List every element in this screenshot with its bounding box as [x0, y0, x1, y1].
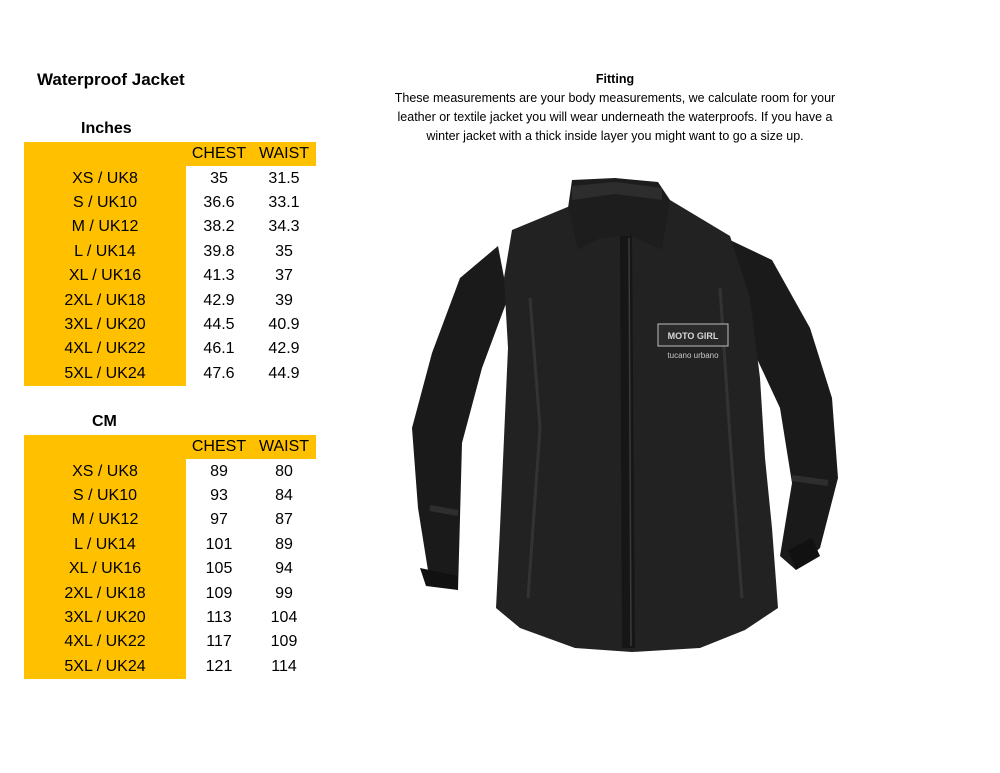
waist-cell: 34.3 — [268, 218, 300, 236]
chest-cell: 44.5 — [203, 315, 235, 333]
chest-cell: 41.3 — [203, 267, 235, 285]
table-row — [24, 484, 316, 508]
table-row — [24, 337, 316, 361]
waist-header: WAIST — [252, 142, 316, 166]
logo-line1: MOTO GIRL — [667, 331, 719, 341]
chest-cell: 113 — [206, 608, 232, 626]
chest-cell: 38.2 — [203, 218, 235, 236]
size-cell: S / UK10 — [24, 484, 186, 508]
cm-table-body — [24, 459, 316, 679]
chest-cell: 121 — [205, 657, 233, 675]
waist-cell: 84 — [275, 486, 293, 504]
table-row — [24, 240, 316, 264]
jacket-image — [400, 178, 850, 658]
table-row — [24, 581, 316, 605]
page-title: Waterproof Jacket — [37, 70, 185, 89]
inches-table-body — [24, 166, 316, 386]
waist-cell: 114 — [271, 657, 297, 675]
chest-cell: 89 — [210, 462, 228, 480]
chest-cell: 36.6 — [203, 193, 235, 211]
size-cell: 5XL / UK24 — [24, 655, 186, 679]
size-cell: 2XL / UK18 — [24, 288, 186, 312]
waist-cell: 44.9 — [268, 364, 300, 382]
waist-cell: 42.9 — [268, 340, 300, 358]
size-header-cell — [24, 435, 186, 459]
inches-size-table — [24, 142, 316, 386]
size-cell: M / UK12 — [24, 215, 186, 239]
table-row — [24, 606, 316, 630]
size-cell: XL / UK16 — [24, 557, 186, 581]
jacket-left-sleeve — [412, 246, 508, 590]
table-row — [24, 459, 316, 483]
fitting-text: These measurements are your body measurements, we calculate room for your leather or textile jacket you will wear underneath the waterproofs. If you have a winter jacket with a thick inside layer you might want to go a size up. — [394, 91, 836, 143]
chest-cell: 97 — [210, 511, 228, 529]
chest-cell: 46.1 — [203, 340, 235, 358]
chest-header: CHEST — [186, 435, 252, 459]
table-row — [24, 630, 316, 654]
size-cell: 5XL / UK24 — [24, 362, 186, 386]
chest-cell: 101 — [205, 535, 233, 553]
fitting-heading: Fitting — [595, 72, 635, 86]
waist-cell: 94 — [275, 560, 293, 578]
cm-size-table — [24, 435, 316, 679]
moto-girl-logo — [658, 324, 728, 360]
size-cell: L / UK14 — [24, 240, 186, 264]
chest-header: CHEST — [186, 142, 252, 166]
chest-cell: 105 — [205, 560, 233, 578]
table-row — [24, 533, 316, 557]
table-row — [24, 264, 316, 288]
size-cell: 3XL / UK20 — [24, 606, 186, 630]
waist-cell: 104 — [270, 608, 298, 626]
waist-header: WAIST — [252, 435, 316, 459]
waist-cell: 31.5 — [268, 169, 300, 187]
waist-cell: 39 — [275, 291, 293, 309]
size-cell: 4XL / UK22 — [24, 337, 186, 361]
waist-cell: 35 — [275, 242, 293, 260]
size-cell: 2XL / UK18 — [24, 581, 186, 605]
inches-table-title: Inches — [81, 120, 132, 137]
size-header-cell — [24, 142, 186, 166]
waist-cell: 37 — [275, 267, 293, 285]
size-cell: 3XL / UK20 — [24, 313, 186, 337]
chest-cell: 93 — [210, 486, 228, 504]
table-header-row — [24, 435, 316, 459]
chest-cell: 117 — [206, 633, 232, 651]
table-row — [24, 362, 316, 386]
table-row — [24, 215, 316, 239]
chest-cell: 109 — [205, 584, 233, 602]
waist-cell: 33.1 — [268, 193, 300, 211]
waist-cell: 80 — [275, 462, 293, 480]
table-row — [24, 313, 316, 337]
fitting-note — [380, 70, 850, 146]
size-cell: XS / UK8 — [24, 166, 186, 190]
waist-cell: 89 — [275, 535, 293, 553]
table-row — [24, 655, 316, 679]
size-cell: 4XL / UK22 — [24, 630, 186, 654]
size-cell: M / UK12 — [24, 508, 186, 532]
chest-cell: 42.9 — [203, 291, 235, 309]
logo-line2: tucano urbano — [667, 351, 719, 360]
table-header-row — [24, 142, 316, 166]
waist-cell: 40.9 — [268, 315, 300, 333]
table-row — [24, 166, 316, 190]
waist-cell: 109 — [270, 633, 298, 651]
chest-cell: 39.8 — [203, 242, 235, 260]
waist-cell: 87 — [275, 511, 293, 529]
size-cell: S / UK10 — [24, 191, 186, 215]
chest-cell: 35 — [210, 169, 228, 187]
size-cell: L / UK14 — [24, 533, 186, 557]
cm-table-title: CM — [92, 413, 117, 430]
table-row — [24, 191, 316, 215]
waist-cell: 99 — [275, 584, 293, 602]
table-row — [24, 288, 316, 312]
size-cell: XS / UK8 — [24, 459, 186, 483]
table-row — [24, 557, 316, 581]
chest-cell: 47.6 — [203, 364, 235, 382]
size-cell: XL / UK16 — [24, 264, 186, 288]
table-row — [24, 508, 316, 532]
jacket-body — [496, 200, 778, 652]
